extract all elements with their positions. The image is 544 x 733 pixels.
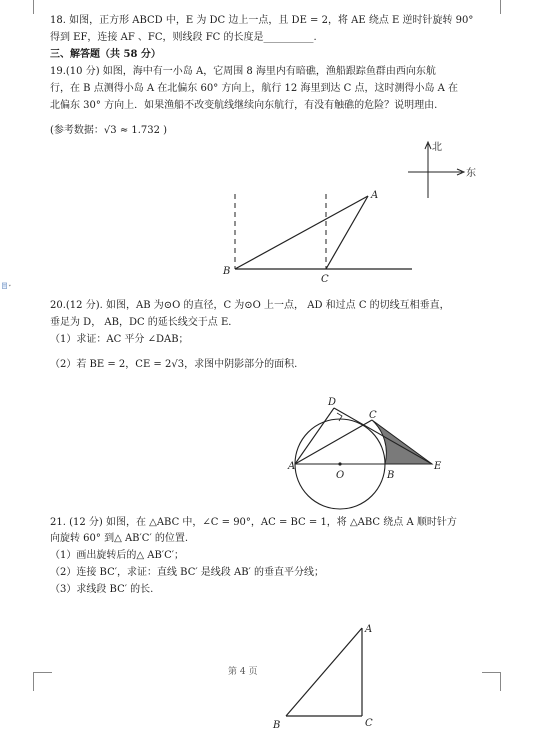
q20-line-2: 垂足为 D， AB，DC 的延长线交于点 E．	[50, 317, 239, 328]
q19-line-3: 北偏东 30° 方向上．如果渔船不改变航线继续向东航行，有没有触礁的危险？说明理由.	[50, 100, 438, 111]
q19-line-2: 行，在 B 点测得小岛 A 在北偏东 60° 方向上，航行 12 海里到达 C 点，这时测得小岛 A 在	[50, 83, 459, 94]
q19-reference-data: (参考数据：√3 ≈ 1.732 )	[50, 125, 168, 136]
q19-point-c: C	[321, 274, 329, 285]
q20-point-b: B	[387, 470, 395, 481]
q19-point-b: B	[223, 266, 231, 277]
q19-point-a: A	[371, 190, 379, 201]
crop-mark-bottom-left	[33, 672, 52, 691]
compass-east-label: 东	[466, 168, 476, 179]
q21-point-b: B	[273, 720, 281, 731]
q21-line-1: 21. (12 分) 如图，在 △ABC 中，∠C = 90°，AC = BC = 1，将 △ABC 绕点 A 顺时针方	[50, 517, 457, 528]
crop-mark-bottom-right	[482, 672, 501, 691]
q20-part-1: （1）求证：AC 平分 ∠DAB；	[50, 334, 189, 345]
crop-mark-top-right	[500, 0, 501, 14]
q20-geometry-figure	[288, 392, 448, 518]
section-title: 三、解答题（共 58 分）	[50, 49, 161, 60]
q21-part-1: （1）画出旋转后的△ AB′C′；	[50, 550, 184, 561]
q19-line-1: 19.(10 分) 如图，海中有一小岛 A，它周围 8 海里内有暗礁，渔船跟踪鱼群由西向东航	[50, 66, 436, 77]
compass-north-label: 北	[432, 142, 442, 153]
q21-part-2: （2）连接 BC′，求证：直线 BC′ 是线段 AB′ 的垂直平分线；	[50, 567, 325, 578]
q20-line-1: 20.(12 分). 如图，AB 为⊙O 的直径，C 为⊙O 上一点， AD 和过点 C 的切线互相垂直，	[50, 300, 450, 311]
q20-point-d: D	[328, 397, 337, 408]
q21-point-a: A	[365, 624, 373, 635]
q18-line-1: 18. 如图，正方形 ABCD 中，E 为 DC 边上一点，且 DE = 2，将 AE 绕点 E 逆时针旋转 90°	[50, 15, 474, 26]
page-number: 第 4 页	[228, 667, 258, 677]
q18-line-2: 得到 EF，连接 AF 、FC，则线段 FC 的长度是__________.	[50, 32, 317, 43]
q21-line-2: 向旋转 60° 到△ AB′C′ 的位置.	[50, 533, 189, 544]
q21-triangle-figure	[268, 620, 388, 732]
crop-mark-top-left	[33, 0, 34, 14]
q21-point-c: C	[365, 718, 373, 729]
q20-point-o: O	[336, 470, 345, 481]
q20-point-a: A	[288, 461, 296, 472]
q20-point-e: E	[434, 461, 442, 472]
q21-part-3: （3）求线段 BC′ 的长.	[50, 584, 154, 595]
q19-geometry-figure	[220, 184, 470, 290]
q20-part-2: （2）若 BE = 2，CE = 2√3，求图中阴影部分的面积.	[50, 359, 298, 370]
q20-point-c: C	[369, 410, 377, 421]
document-anchor-icon[interactable]	[2, 280, 12, 292]
